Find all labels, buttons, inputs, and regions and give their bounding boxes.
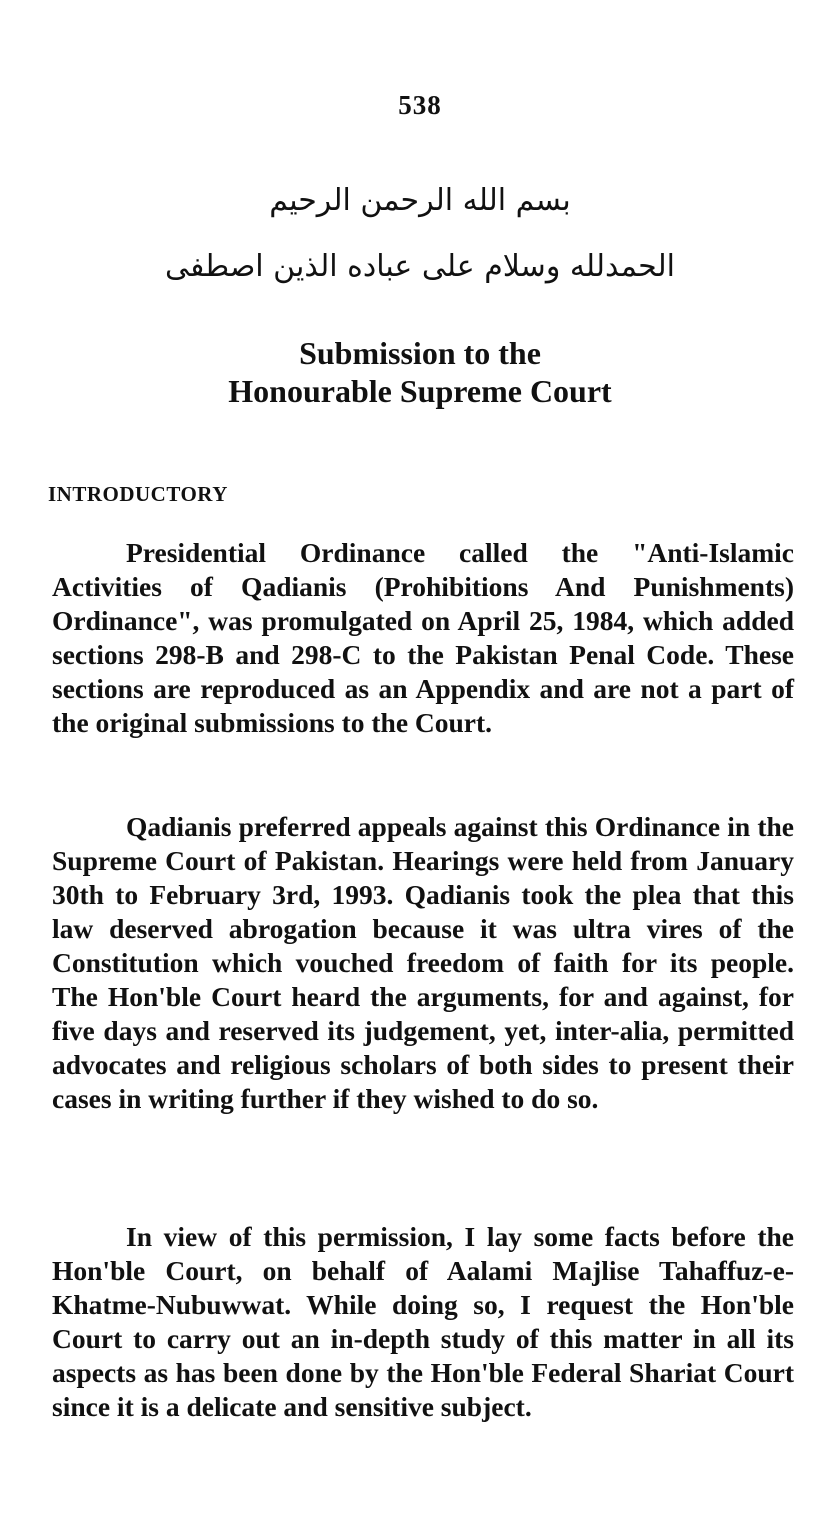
- paragraph-3: In view of this permission, I lay some facts before the Hon'ble Court, on behalf of Aalami Majlise Tahaffuz-e-Khatme-Nubuwwat. While doing so, I request the Hon'ble Court to carry out an in-depth study of this matter in all its aspects as has been done by the Hon'ble Federal Shariat Court since it is a delicate and sensitive subject.: [52, 1221, 794, 1422]
- page-title: [0, 334, 840, 410]
- section-heading: INTRODUCTORY: [48, 482, 228, 506]
- arabic-invocation: بسم الله الرحمن الرحيم: [269, 183, 571, 218]
- arabic-praise: الحمدلله وسلام على عباده الذين اصطفى: [165, 249, 675, 284]
- paragraph-2: Qadianis preferred appeals against this Ordinance in the Supreme Court of Pakistan. Hearings were held from January 30th to February 3rd, 1993. Qadianis took the plea that this law deserved abrogation because it was ultra vires of the Constitution which vouched freedom of faith for its people. The Hon'ble Court heard the arguments, for and against, for five days and reserved its judgement, yet, inter-alia, permitted advocates and religious scholars of both sides to present their cases in writing further if they wished to do so.: [52, 811, 794, 1114]
- paragraph-1: Presidential Ordinance called the "Anti-Islamic Activities of Qadianis (Prohibitions And Punishments) Ordinance", was promulgated on April 25, 1984, which added sections 298-B and 298-C to the Pakistan Penal Code. These sections are reproduced as an Appendix and are not a part of the original submissions to the Court.: [52, 537, 794, 738]
- title-line-2: Honourable Supreme Court: [228, 373, 612, 409]
- page-number: 538: [398, 90, 442, 120]
- title-line-1: Submission to the: [299, 335, 541, 371]
